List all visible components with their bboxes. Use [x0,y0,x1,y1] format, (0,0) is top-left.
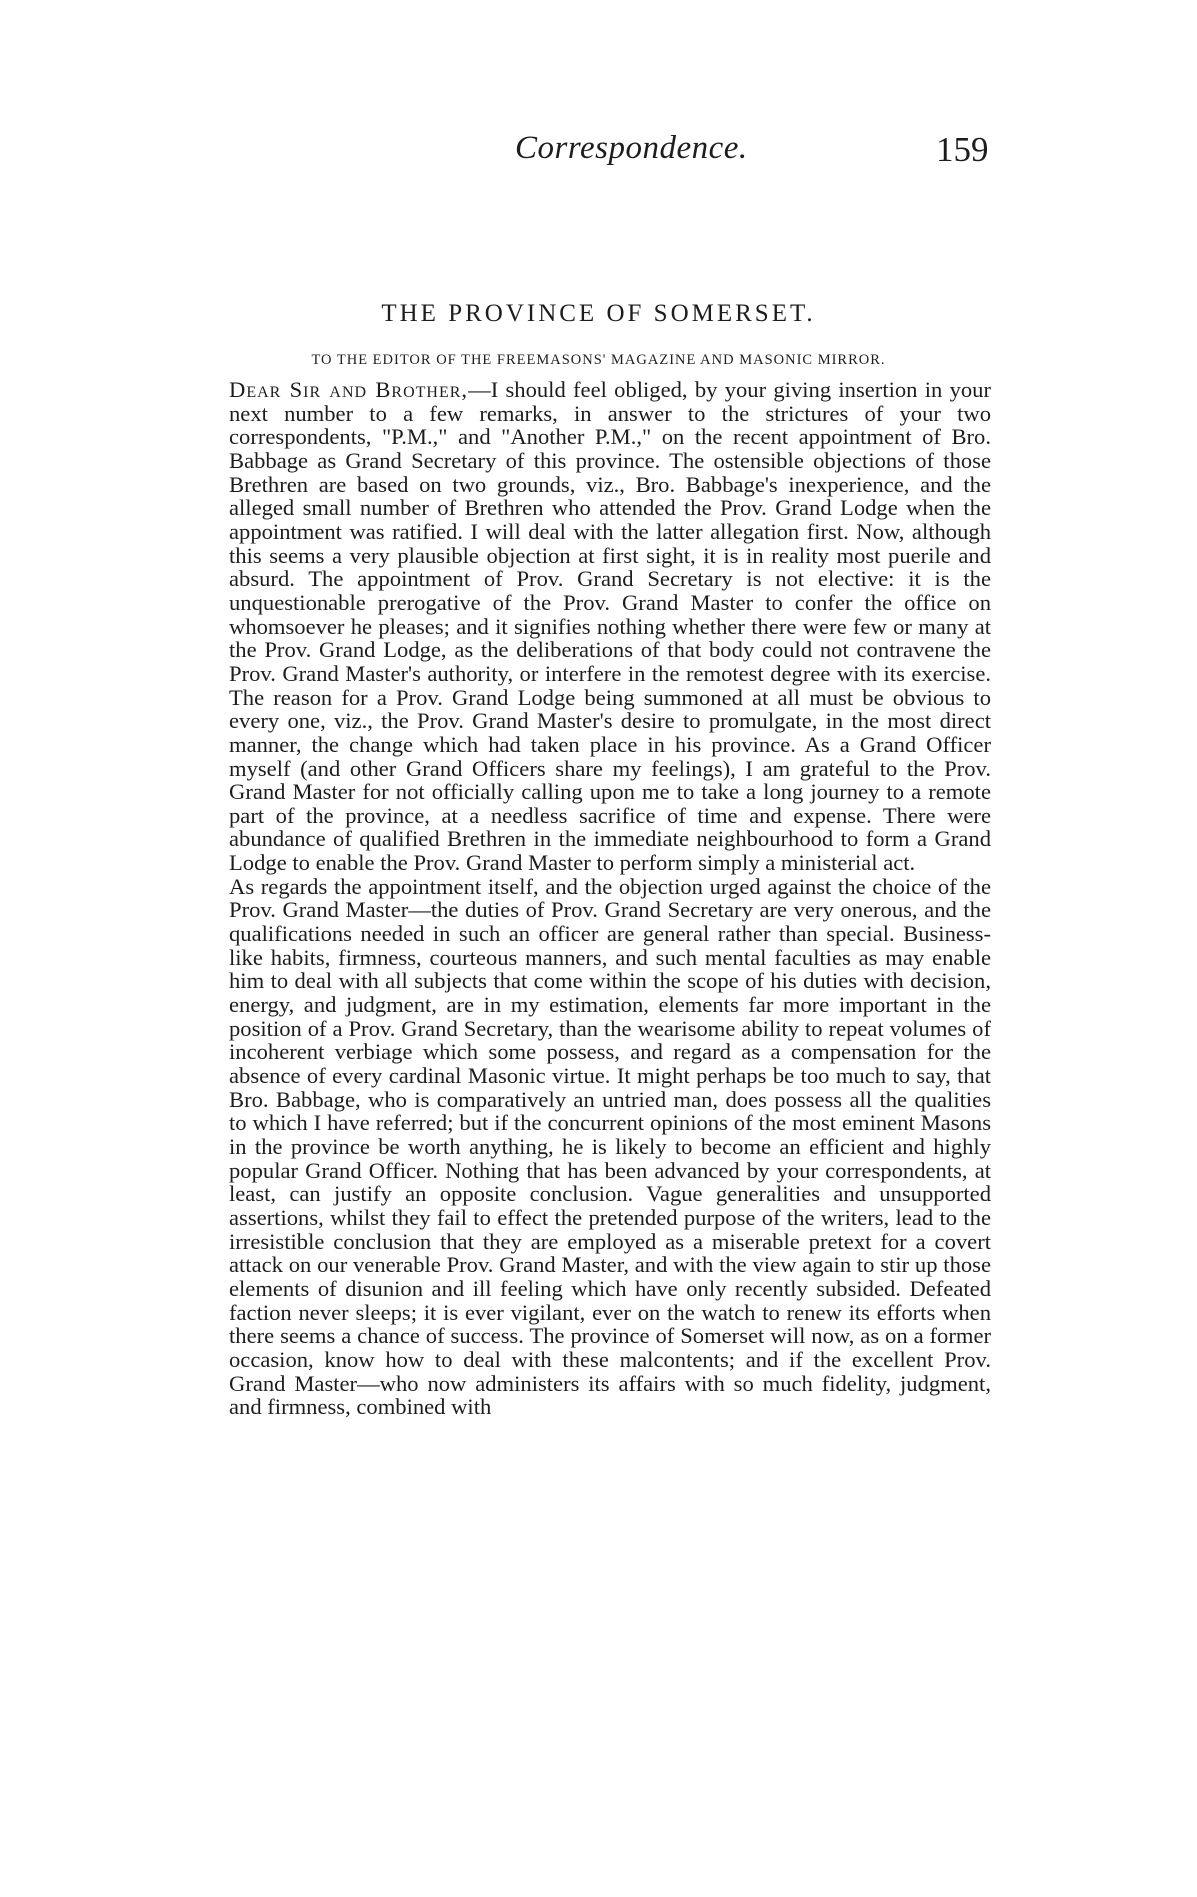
paragraph-1 [229,378,991,875]
letter-body [229,378,991,1419]
paragraph-1-text: —I should feel obliged, by your giving insertion in your next number to a few remarks, in answer to the strictures of your two correspondents, "P.M.," and "Another P.M.," on the recent appointment of Bro. Babbage as Grand Secretary of this province. The ostensible objections of those Brethren are based on two grounds, viz., Bro. Babbage's inexperience, and the alleged small number of Brethren who attended the Prov. Grand Lodge when the appointment was ratified. I will deal with the latter allegation first. Now, although this seems a very plausible objection at first sight, it is in reality most puerile and absurd. The appointment of Prov. Grand Secretary is not elective: it is the unquestionable prerogative of the Prov. Grand Master to confer the office on whomsoever he pleases; and it signifies nothing whether there were few or many at the Prov. Grand Lodge, as the deliberations of that body could not contravene the Prov. Grand Master's authority, or interfere in the remotest degree with its exercise. The reason for a Prov. Grand Lodge being summoned at all must be obvious to every one, viz., the Prov. Grand Master's desire to promulgate, in the most direct manner, the change which had taken place in his province. As a Grand Officer myself (and other Grand Officers share my feelings), I am grateful to the Prov. Grand Master for not officially calling upon me to take a long journey to a remote part of the province, at a needless sacrifice of time and expense. There were abundance of qualified Brethren in the immediate neighbourhood to form a Grand Lodge to enable the Prov. Grand Master to perform simply a ministerial act. [229,377,992,876]
running-head [0,130,1197,170]
paragraph-2: As regards the appointment itself, and the objection urged against the choice of the Prov. Grand Master—the duties of Prov. Grand Secretary are very onerous, and the qualifications needed in such an officer are general rather than special. Business-like habits, firmness, courteous manners, and such mental faculties as may enable him to deal with all subjects that come within the scope of his duties with decision, energy, and judgment, are in my estimation, elements far more important in the position of a Prov. Grand Secretary, than the wearisome ability to repeat volumes of incoherent verbiage which some possess, and regard as a compensation for the absence of every cardinal Masonic virtue. It might perhaps be too much to say, that Bro. Babbage, who is comparatively an untried man, does possess all the qualities to which I have referred; but if the concurrent opinions of the most eminent Masons in the province be worth anything, he is likely to become an efficient and highly popular Grand Officer. Nothing that has been advanced by your correspondents, at least, can justify an opposite conclusion. Vague generalities and unsupported assertions, whilst they fail to effect the pretended purpose of the writers, lead to the irresistible conclusion that they are employed as a miserable pretext for a covert attack on our venerable Prov. Grand Master, and with the view again to stir up those elements of disunion and ill feeling which have only recently subsided. Defeated faction never sleeps; it is ever vigilant, ever on the watch to renew its efforts when there seems a chance of success. The province of Somerset will now, as on a former occasion, know how to deal with these malcontents; and if the excellent Prov. Grand Master—who now administers its affairs with so much fidelity, judgment, and firmness, combined with [229,873,991,1420]
running-title: Correspondence. [515,130,748,166]
letter-address: TO THE EDITOR OF THE FREEMASONS' MAGAZINE AND MASONIC MIRROR. [311,352,886,368]
salutation: Dear Sir and Brother, [229,377,469,402]
article-title: THE PROVINCE OF SOMERSET. [381,300,816,327]
page-number: 159 [936,130,989,169]
